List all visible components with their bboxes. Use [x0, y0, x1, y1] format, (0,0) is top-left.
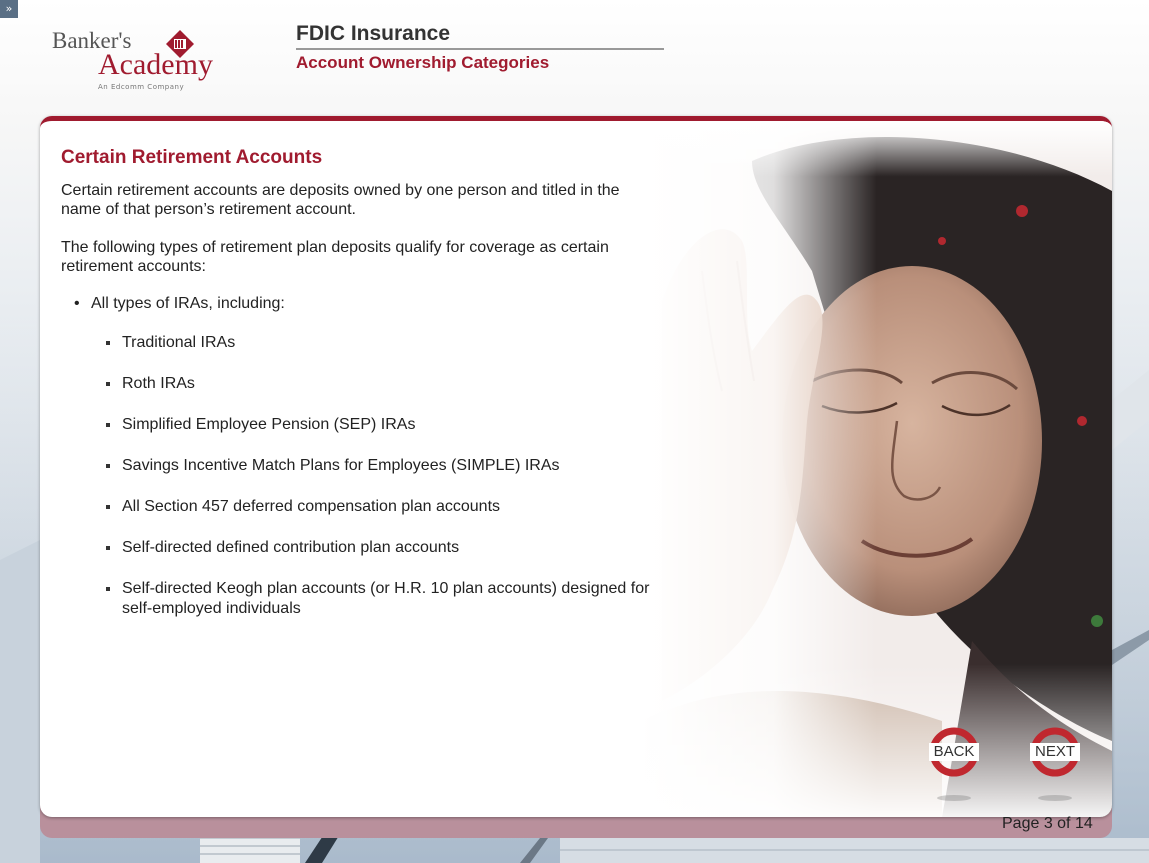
list-item: Simplified Employee Pension (SEP) IRAs [122, 415, 661, 435]
list-item [91, 295, 661, 619]
next-shadow [1038, 795, 1072, 801]
ira-subtypes-list [91, 333, 661, 619]
list-item: Self-directed defined contribution plan accounts [122, 538, 661, 558]
list-item: Self-directed Keogh plan accounts (or H.R. 10 plan accounts) designed for self-employed individuals [122, 579, 661, 619]
course-title: FDIC Insurance [296, 22, 451, 45]
logo-text-line2: Academy [98, 48, 213, 81]
ira-types-list [61, 295, 661, 619]
next-button[interactable] [1030, 727, 1080, 777]
intro-paragraph: Certain retirement accounts are deposits owned by one person and titled in the name of that person’s retirement account. [61, 182, 620, 218]
qualifying-paragraph: The following types of retirement plan deposits qualify for coverage as certain retirement accounts: [61, 239, 609, 275]
module-subtitle: Account Ownership Categories [296, 53, 550, 72]
bankers-academy-logo [50, 22, 225, 92]
logo-tagline: An Edcomm Company [98, 83, 185, 91]
content-panel [40, 116, 1112, 817]
logo-text-line1: Banker's [52, 28, 132, 53]
back-label: BACK [929, 743, 979, 761]
next-label: NEXT [1030, 743, 1080, 761]
panel-toggle-button[interactable] [0, 0, 18, 18]
back-shadow [937, 795, 971, 801]
page-indicator: Page 3 of 14 [1002, 815, 1093, 832]
double-chevron-right-icon: » [5, 2, 13, 15]
section-heading: Certain Retirement Accounts [61, 147, 323, 168]
list-item: Roth IRAs [122, 374, 661, 394]
list-intro: All types of IRAs, including: [91, 295, 285, 312]
back-button[interactable] [929, 727, 979, 777]
page-header [296, 22, 664, 73]
slide-content [61, 147, 661, 640]
list-item: All Section 457 deferred compensation plan accounts [122, 497, 661, 517]
header-divider [296, 48, 664, 50]
elderly-woman-photo [642, 121, 1112, 817]
list-item: Traditional IRAs [122, 333, 661, 353]
list-item: Savings Incentive Match Plans for Employees (SIMPLE) IRAs [122, 456, 661, 476]
